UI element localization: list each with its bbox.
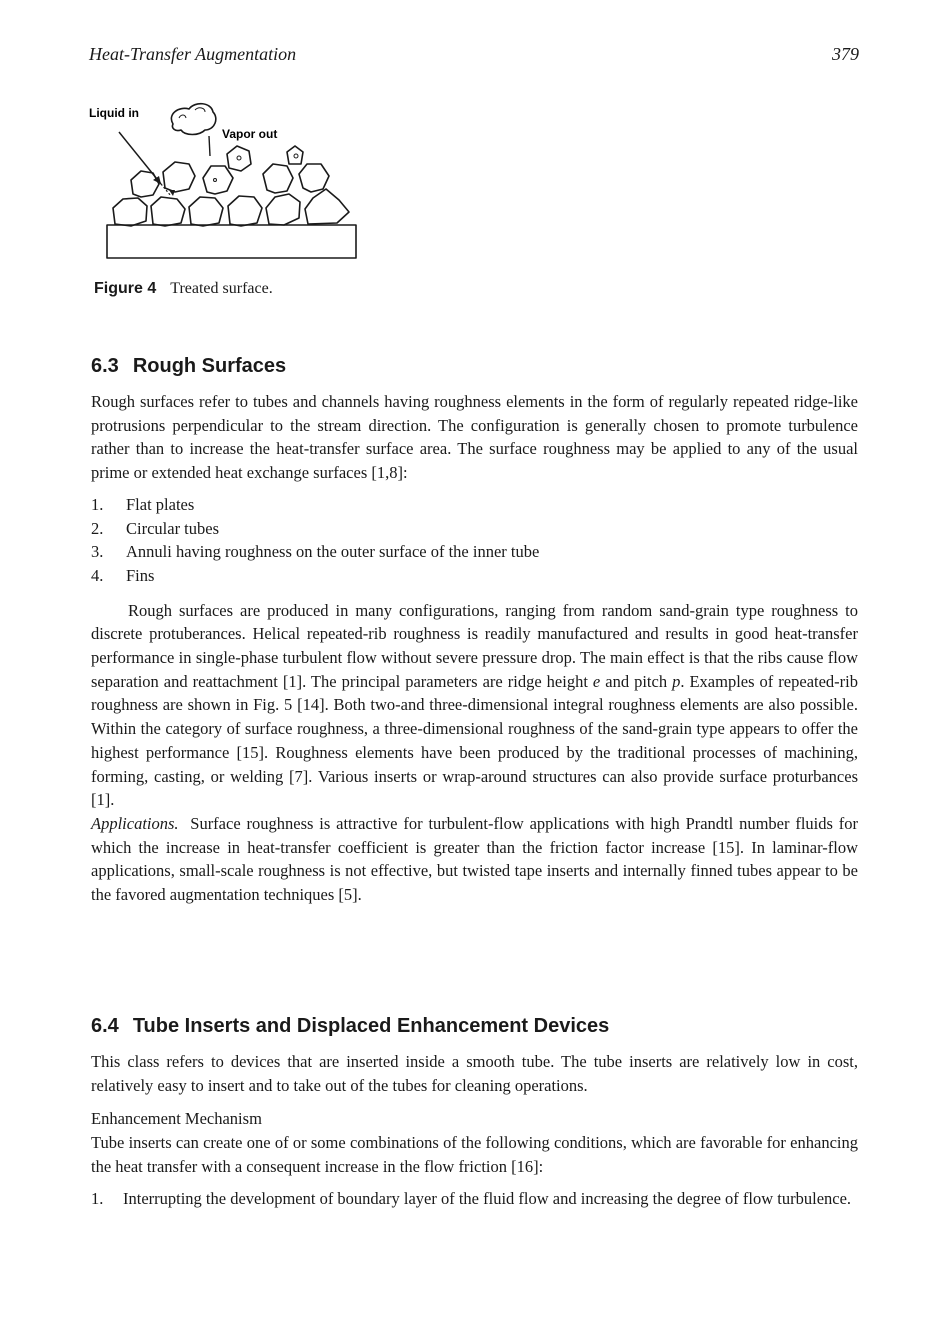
figure-caption-text: Treated surface. xyxy=(170,280,273,297)
section-title: Rough Surfaces xyxy=(132,355,287,377)
particle xyxy=(113,198,147,226)
list-item xyxy=(91,564,858,588)
surface-list xyxy=(91,493,858,588)
figure-caption xyxy=(94,280,273,298)
particle xyxy=(227,146,251,171)
particle xyxy=(131,171,159,197)
particle xyxy=(266,194,300,225)
list-number: 1. xyxy=(91,494,104,514)
particle xyxy=(263,164,293,193)
subheading-enhancement-mechanism: Enhancement Mechanism xyxy=(91,1109,262,1129)
vapor-out-label: Vapor out xyxy=(222,127,278,141)
list-number: 4. xyxy=(91,565,104,585)
symbol-p: p xyxy=(672,671,681,691)
list-text: Flat plates xyxy=(126,494,195,514)
list-number: 2. xyxy=(91,518,104,538)
page-header xyxy=(89,44,859,70)
list-item xyxy=(91,517,858,541)
figure-treated-surface xyxy=(89,96,379,271)
paragraph-configurations: Rough surfaces are produced in many configurations, ranging from random sand-grain type roughness to discrete protuberances. Helical repeated-rib roughness is readily manufactured and results in good heat-transfer performance in single-phase turbulent flow without severe pressure drop. The main effect is that the ribs cause flow separation and reattachment [1]. The principal parameters are ridge height e and pitch p. Examples of repeated-rib roughness are shown in Fig. 5 [14]. Both two-and three-dimensional integral roughness elements are also possible. Within the category of surface roughness, a three-dimensional roughness of the sand-grain type appears to offer the highest performance [15]. Roughness elements have been produced by the traditional processes of machining, forming, casting, or welding [7]. Various inserts or wrap-around structures can also provide surface proturbances [1]. xyxy=(91,600,858,810)
base-plate xyxy=(107,225,356,258)
particle xyxy=(203,166,233,194)
symbol-e: e xyxy=(592,671,601,691)
figure-caption-label: Figure 4 xyxy=(94,280,157,297)
paragraph-applications: Applications. Surface roughness is attractive for turbulent-flow applications with high Prandtl number fluids for which the increase in heat-transfer coefficient is greater than the friction factor increase [15]. In laminar-flow applications, small-scale roughness is not effective, but twisted tape inserts and internally finned tubes appear to be the favored augmentation techniques [5]. xyxy=(91,813,859,905)
list-text: Interrupting the development of boundary layer of the fluid flow and increasing the degree of flow turbulence. xyxy=(123,1188,852,1208)
section-number: 6.3 xyxy=(91,355,119,377)
list-text: Circular tubes xyxy=(126,518,220,538)
list-text: Fins xyxy=(126,565,155,585)
list-text: Annuli having roughness on the outer surface of the inner tube xyxy=(126,542,540,562)
particle xyxy=(305,189,349,224)
particle xyxy=(151,197,185,226)
particle xyxy=(189,197,223,226)
page-number: 379 xyxy=(832,44,859,64)
conditions-list xyxy=(91,1187,858,1211)
particle xyxy=(163,162,195,192)
applications-label: Applications. xyxy=(91,813,179,833)
list-item xyxy=(91,540,858,564)
particle xyxy=(299,164,329,192)
list-item xyxy=(91,1187,858,1211)
list-item xyxy=(91,493,858,517)
section-heading xyxy=(91,354,858,378)
running-title: Heat-Transfer Augmentation xyxy=(89,44,297,64)
section-heading xyxy=(91,1014,858,1038)
liquid-in-arrow xyxy=(119,132,161,184)
list-number: 1. xyxy=(91,1188,104,1208)
paragraph-intro: Rough surfaces refer to tubes and channels having roughness elements in the form of regularly repeated ridge-like protrusions perpendicular to the stream direction. The configuration is generally chosen to promote turbulence rather than to increase the heat-transfer surface area. The surface roughness may be applied to any of the usual prime or extended heat exchange surfaces [1,8]: xyxy=(91,392,858,483)
paragraph-intro: This class refers to devices that are inserted inside a smooth tube. The tube inserts are relatively low in cost, relatively easy to insert and to take out of the tubes for cleaning operations. xyxy=(91,1052,858,1095)
paragraph-mechanism: Tube inserts can create one of or some combinations of the following conditions, which are favorable for enhancing the heat transfer with a consequent increase in the flow friction [16]: xyxy=(91,1133,858,1176)
vapor-bubble xyxy=(171,104,215,135)
section-tube-inserts xyxy=(91,1014,858,1210)
section-rough-surfaces xyxy=(91,354,858,907)
treated-surface-illustration xyxy=(89,96,379,271)
particle xyxy=(228,196,262,226)
section-number: 6.4 xyxy=(91,1015,119,1037)
particle xyxy=(287,146,303,164)
section-title: Tube Inserts and Displaced Enhancement Devices xyxy=(132,1015,610,1037)
liquid-in-label: Liquid in xyxy=(89,106,139,120)
list-number: 3. xyxy=(91,542,104,562)
